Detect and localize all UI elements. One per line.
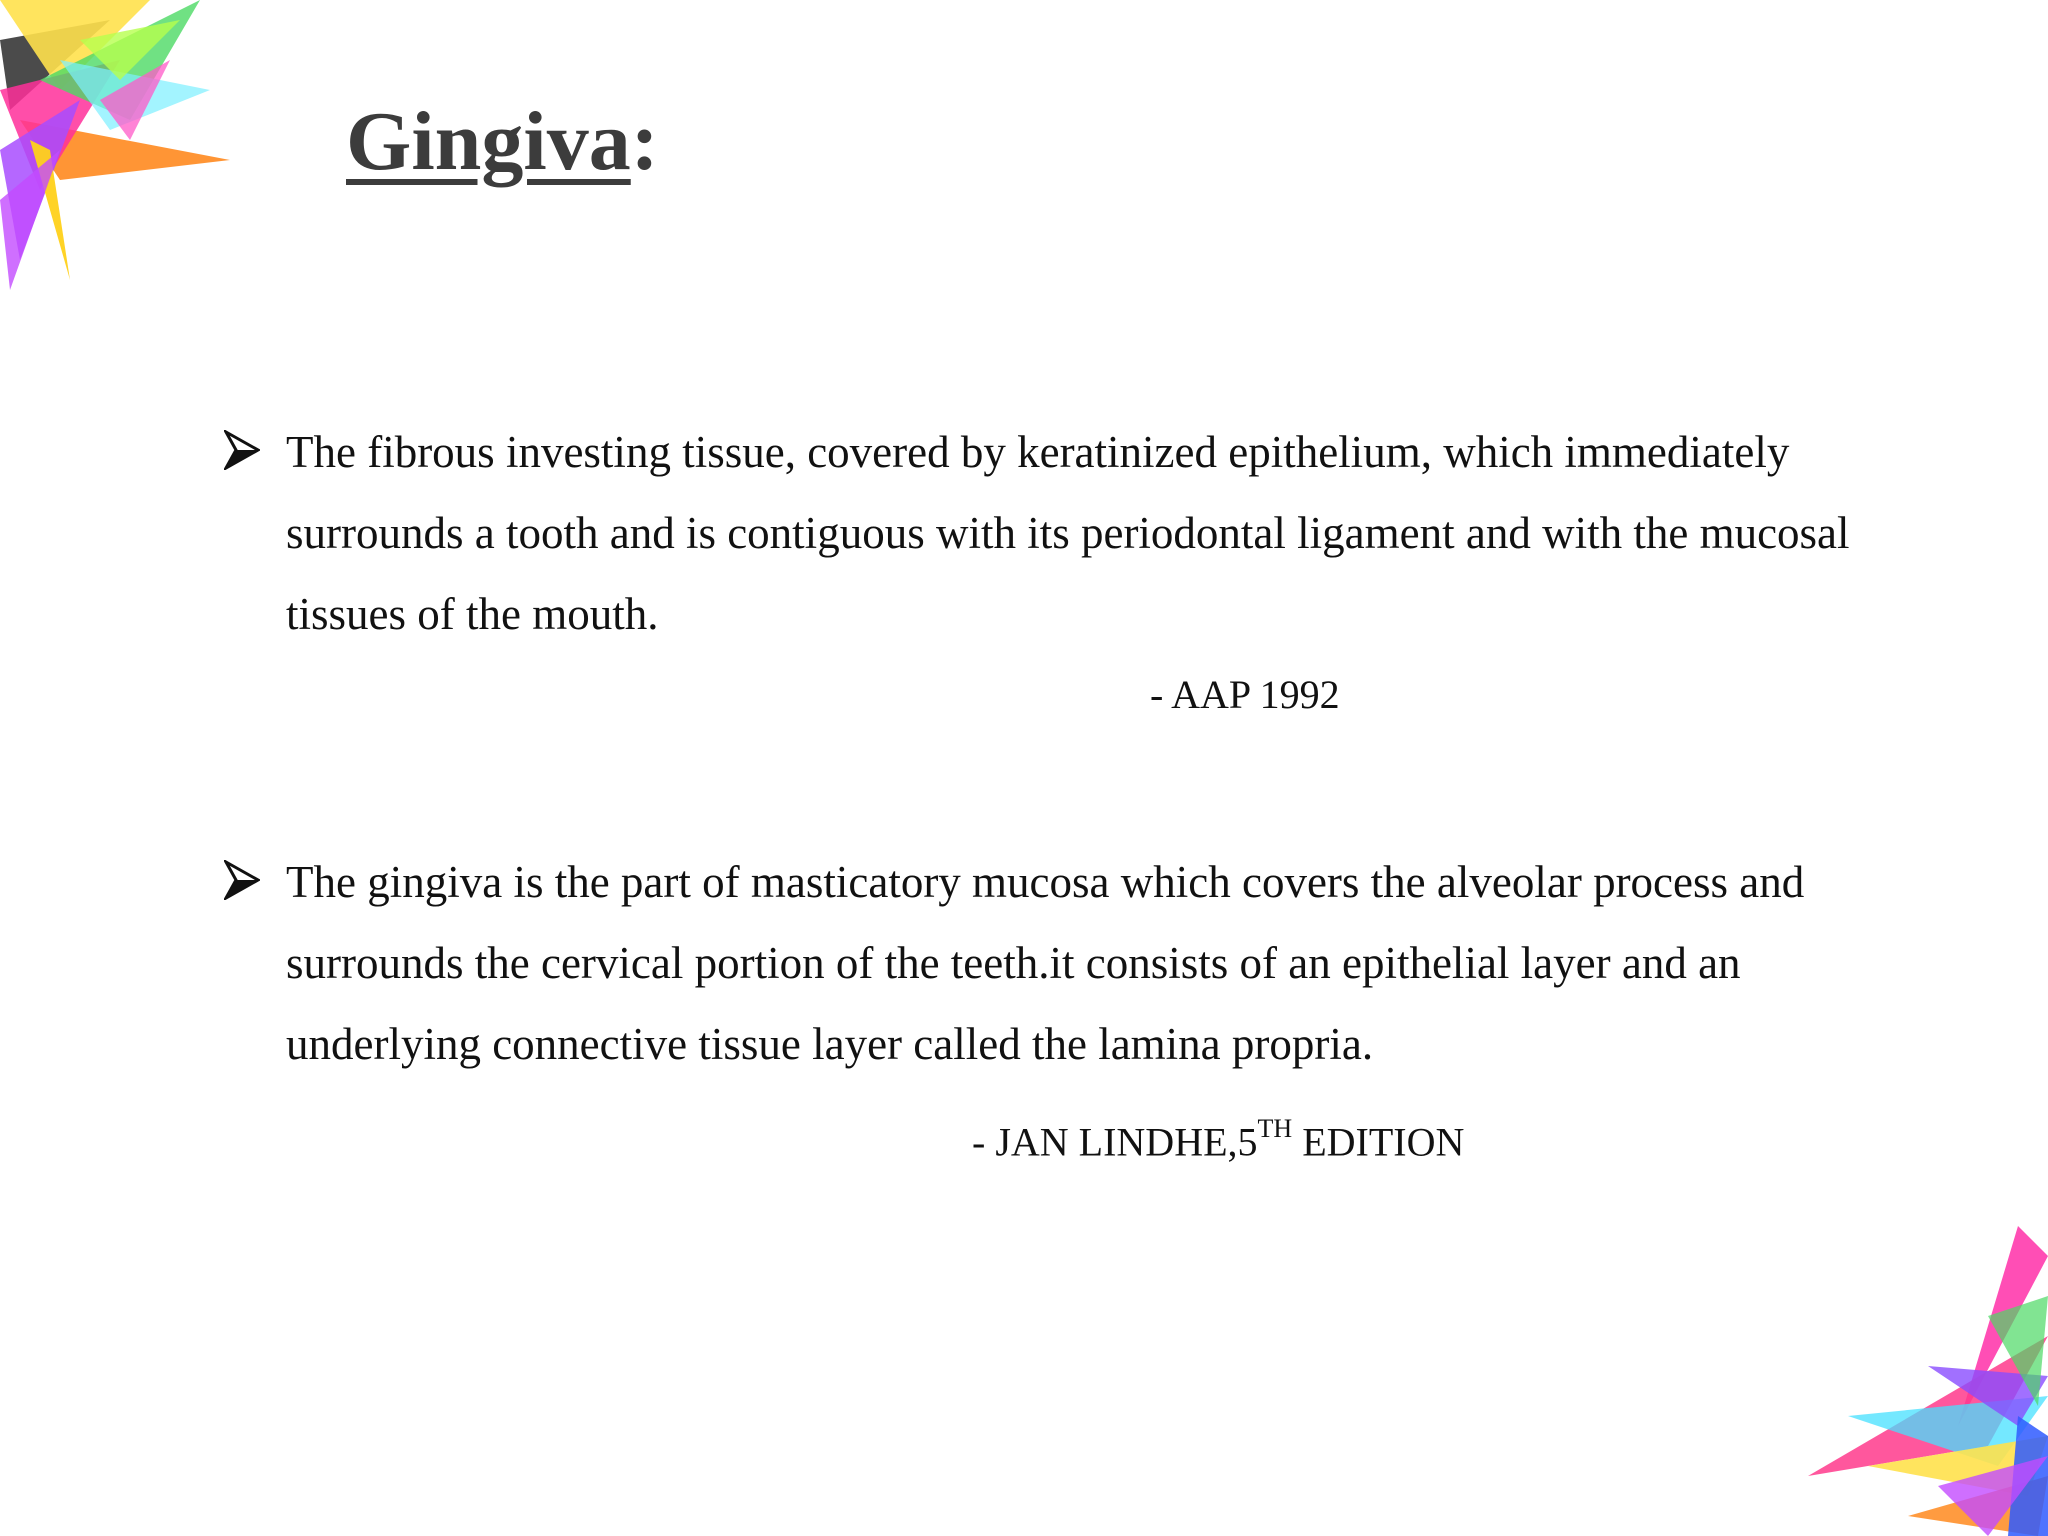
bullet-item-definition-lindhe — [224, 842, 1864, 1085]
citation-aap: - AAP 1992 — [1150, 672, 1340, 717]
bullet-text: The fibrous investing tissue, covered by keratinized epithelium, which immediately surrounds a tooth and is contiguous with its periodontal ligament and with the mucosal tissues of the mouth. — [286, 427, 1850, 639]
citation-lindhe — [972, 1108, 1464, 1167]
starburst-decoration-bottom-right — [1788, 1216, 2048, 1536]
citation-lindhe-superscript: TH — [1257, 1114, 1293, 1143]
citation-lindhe-end: EDITION — [1292, 1119, 1465, 1165]
slide-title-colon: : — [630, 95, 659, 188]
slide-title — [346, 92, 659, 192]
arrowhead-bullet-icon — [224, 860, 260, 900]
bullet-item-definition-aap — [224, 412, 1864, 655]
arrowhead-bullet-icon — [224, 430, 260, 470]
slide-title-text: Gingiva — [346, 95, 631, 188]
bullet-text: The gingiva is the part of masticatory mucosa which covers the alveolar process and surrounds the cervical portion of the teeth.it consists of an epithelial layer and an underlying connective tissue layer called the lamina propria. — [286, 857, 1805, 1069]
citation-lindhe-main: - JAN LINDHE,5 — [972, 1119, 1258, 1165]
starburst-decoration-top-left — [0, 0, 240, 300]
